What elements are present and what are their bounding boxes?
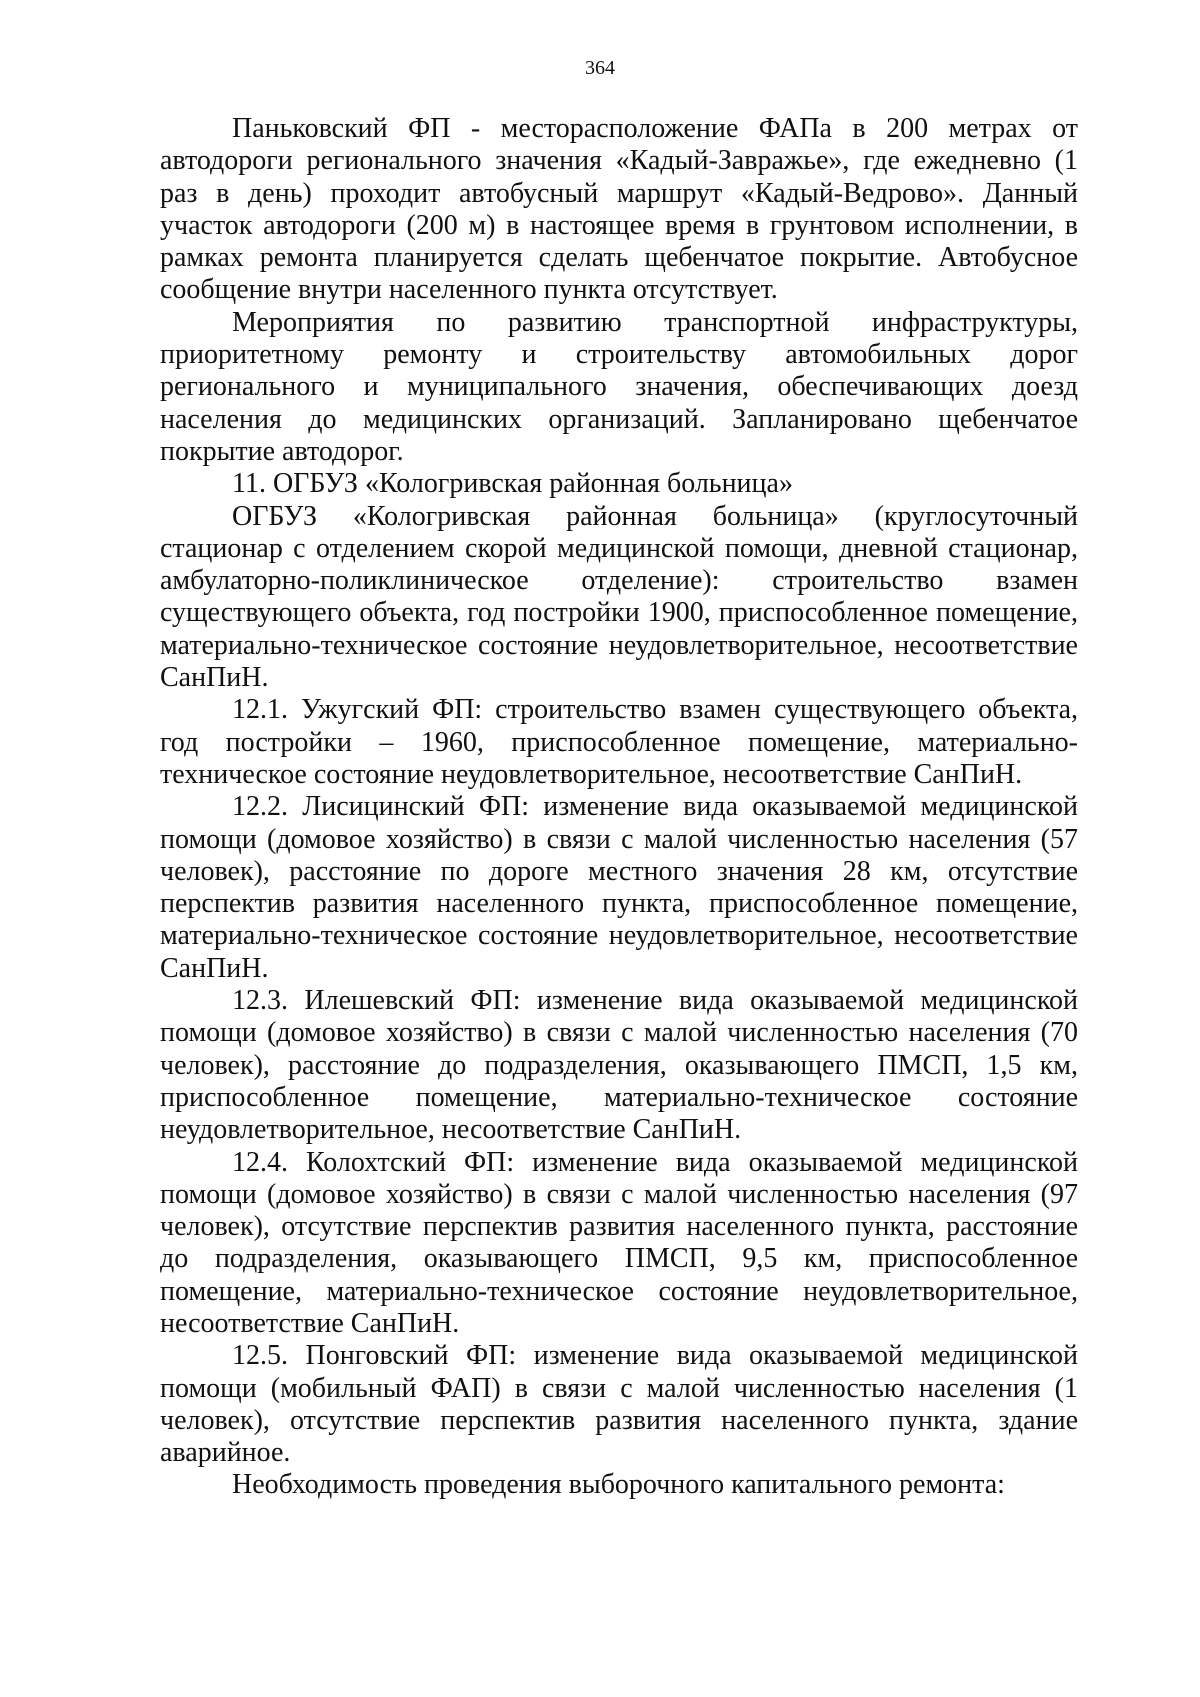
section-heading-kologriv-hospital: 11. ОГБУЗ «Кологривская районная больница» [232, 468, 793, 500]
paragraph-item-12-5: 12.5. Понговский ФП: изменение вида оказываемой медицинской помощи (мобильный ФАП) в связи с малой численностью населения (1 человек), отсутствие перспектив развития населенного пункта, здание аварийное. [160, 1340, 1078, 1469]
document-body [160, 113, 1078, 1502]
paragraph-item-12-3: 12.3. Илешевский ФП: изменение вида оказываемой медицинской помощи (домовое хозяйство) в связи с малой численностью населения (70 человек), расстояние до подразделения, оказывающего ПМСП, 1,5 км, приспособленное помещение, материально-техническое состояние неудовлетворительное, несоответствие СанПиН. [160, 985, 1078, 1146]
paragraph-item-12-2: 12.2. Лисицинский ФП: изменение вида оказываемой медицинской помощи (домовое хозяйство) в связи с малой численностью населения (57 человек), расстояние по дороге местного значения 28 км, отсутствие перспектив развития населенного пункта, приспособленное помещение, материально-техническое состояние неудовлетворительное, несоответствие СанПиН. [160, 791, 1078, 984]
page-number: 364 [585, 57, 615, 79]
paragraph-kologriv-hospital: ОГБУЗ «Кологривская районная больница» (круглосуточный стационар с отделением скорой медицинской помощи, дневной стационар, амбулаторно-поликлиническое отделение): строительство взамен существующего объекта, год постройки 1900, приспособленное помещение, материально-техническое состояние неудовлетворительное, несоответствие СанПиН. [160, 500, 1078, 694]
paragraph-capital-repair-need: Необходимость проведения выборочного капитального ремонта: [232, 1469, 1005, 1501]
paragraph-pankovsky-fp: Паньковский ФП - месторасположение ФАПа в 200 метрах от автодороги регионального значения «Кадый-Завражье», где ежедневно (1 раз в день) проходит автобусный маршрут «Кадый-Ведрово». Данный участок автодороги (200 м) в настоящее время в грунтовом исполнении, в рамках ремонта планируется сделать щебенчатое покрытие. Автобусное сообщение внутри населенного пункта отсутствует. [160, 113, 1078, 306]
paragraph-item-12-1: 12.1. Ужугский ФП: строительство взамен существующего объекта, год постройки – 1960, приспособленное помещение, материально-техническое состояние неудовлетворительное, несоответствие СанПиН. [160, 694, 1078, 790]
paragraph-transport-infrastructure: Мероприятия по развитию транспортной инфраструктуры, приоритетному ремонту и строительству автомобильных дорог регионального и муниципального значения, обеспечивающих доезд населения до медицинских организаций. Запланировано щебенчатое покрытие автодорог. [160, 306, 1078, 467]
paragraph-item-12-4: 12.4. Колохтский ФП: изменение вида оказываемой медицинской помощи (домовое хозяйство) в связи с малой численностью населения (97 человек), отсутствие перспектив развития населенного пункта, расстояние до подразделения, оказывающего ПМСП, 9,5 км, приспособленное помещение, материально-техническое состояние неудовлетворительное, несоответствие СанПиН. [160, 1146, 1078, 1339]
